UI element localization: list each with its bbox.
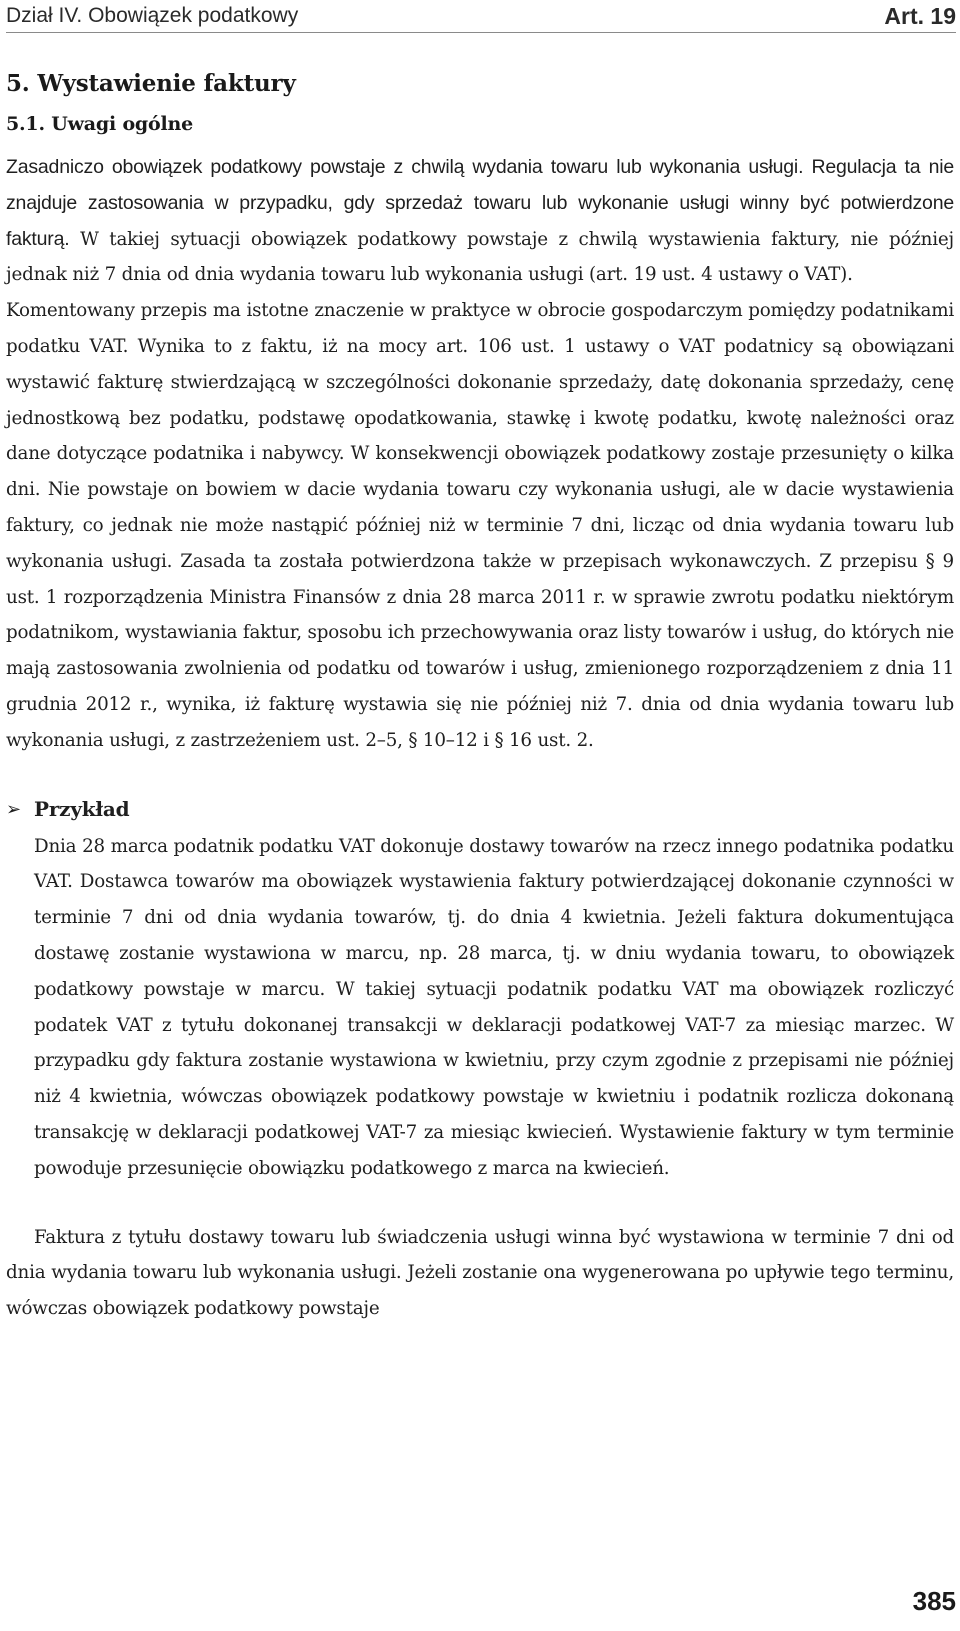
- example-box: [6, 791, 954, 1187]
- section-title: 5. Wystawienie faktury: [6, 70, 296, 97]
- page-number: 385: [912, 1586, 956, 1616]
- page-content: [6, 64, 954, 1327]
- article-label: Art. 19: [884, 3, 956, 29]
- paragraph-commentary: Komentowany przepis ma istotne znaczenie w praktyce w obrocie gospodarczym pomiędzy podatnikami podatku VAT. Wynika to z faktu, iż na mocy art. 106 ust. 1 ustawy o VAT podatnicy są obowiązani wystawić fakturę stwierdzającą w szczególności dokonanie sprzedaży, datę dokonania sprzedaży, cenę jednostkową bez podatku, podstawę opodatkowania, stawkę i kwotę podatku, kwotę należności oraz dane dotyczące podatnika i nabywcy. W konsekwencji obowiązek podatkowy zostaje przesunięty o kilka dni. Nie powstaje on bowiem w dacie wydania towaru czy wykonania usługi, ale w dacie wystawienia faktury, co jednak nie może nastąpić później niż w terminie 7 dni, licząc od dnia wydania towaru lub wykonania usługi. Zasada ta została potwierdzona także w przepisach wykonawczych. Z przepisu § 9 ust. 1 rozporządzenia Ministra Finansów z dnia 28 marca 2011 r. w sprawie zwrotu podatku niektórym podatnikom, wystawiania faktur, sposobu ich przechowywania oraz listy towarów i usług, do których nie mają zastosowania zwolnienia od podatku od towarów i usług, zmienionego rozporządzeniem z dnia 11 grudnia 2012 r., wynika, iż fakturę wystawia się nie później niż 7. dnia od dnia wydania towaru lub wykonania usługi, z zastrzeżeniem ust. 2–5, § 10–12 i § 16 ust. 2.: [6, 300, 954, 751]
- example-header: [6, 791, 954, 829]
- example-title: Przykład: [34, 796, 130, 821]
- running-header: [6, 2, 956, 33]
- paragraph-intro-sans: Zasadniczo obowiązek podatkowy powstaje z chwilą wydania towaru lub wykonania usługi. Regulacja ta nie znajduje zastosowania w przypadku, gdy sprzedaż towaru lub wykonanie usługi winny być potwierdzone fakturą.: [6, 156, 954, 250]
- example-text: Dnia 28 marca podatnik podatku VAT dokonuje dostawy towarów na rzecz innego podatnika podatku VAT. Dostawca towarów ma obowiązek wystawienia faktury potwierdzającej dokonanie czynności w terminie 7 dni od dnia wydania towarów, tj. do dnia 4 kwietnia. Jeżeli faktura dokumentująca dostawę zostanie wystawiona w marcu, np. 28 marca, tj. w dniu wydania towaru, to obowiązek podatkowy powstaje w marcu. W takiej sytuacji podatnik podatku VAT ma obowiązek rozliczyć podatek VAT z tytułu dokonanej transakcji w deklaracji podatkowej VAT-7 za miesiąc marzec. W przypadku gdy faktura zostanie wystawiona w kwietniu, przy czym zgodnie z przepisami nie później niż 4 kwietnia, wówczas obowiązek podatkowy powstaje w kwietniu i podatnik rozlicza dokonaną transakcję w deklaracji podatkowej VAT-7 za miesiąc kwiecień. Wystawienie faktury w tym terminie powoduje przesunięcie obowiązku podatkowego z marca na kwiecień.: [34, 835, 954, 1179]
- chapter-title: Dział IV. Obowiązek podatkowy: [6, 4, 299, 27]
- paragraph-closing: Faktura z tytułu dostawy towaru lub świadczenia usługi winna być wystawiona w terminie 7 dni od dnia wydania towaru lub wykonania usługi. Jeżeli zostanie ona wygenerowana po upływie tego terminu, wówczas obowiązek podatkowy powstaje: [6, 1226, 954, 1320]
- arrow-bullet-icon: ➢: [6, 798, 21, 820]
- subsection-title: 5.1. Uwagi ogólne: [6, 113, 193, 135]
- paragraph-intro: [6, 150, 954, 293]
- paragraph-intro-serif: W takiej sytuacji obowiązek podatkowy powstaje z chwilą wystawienia faktury, nie później jednak niż 7 dnia od dnia wydania towaru lub wykonania usługi (art. 19 ust. 4 ustawy o VAT).: [6, 228, 954, 286]
